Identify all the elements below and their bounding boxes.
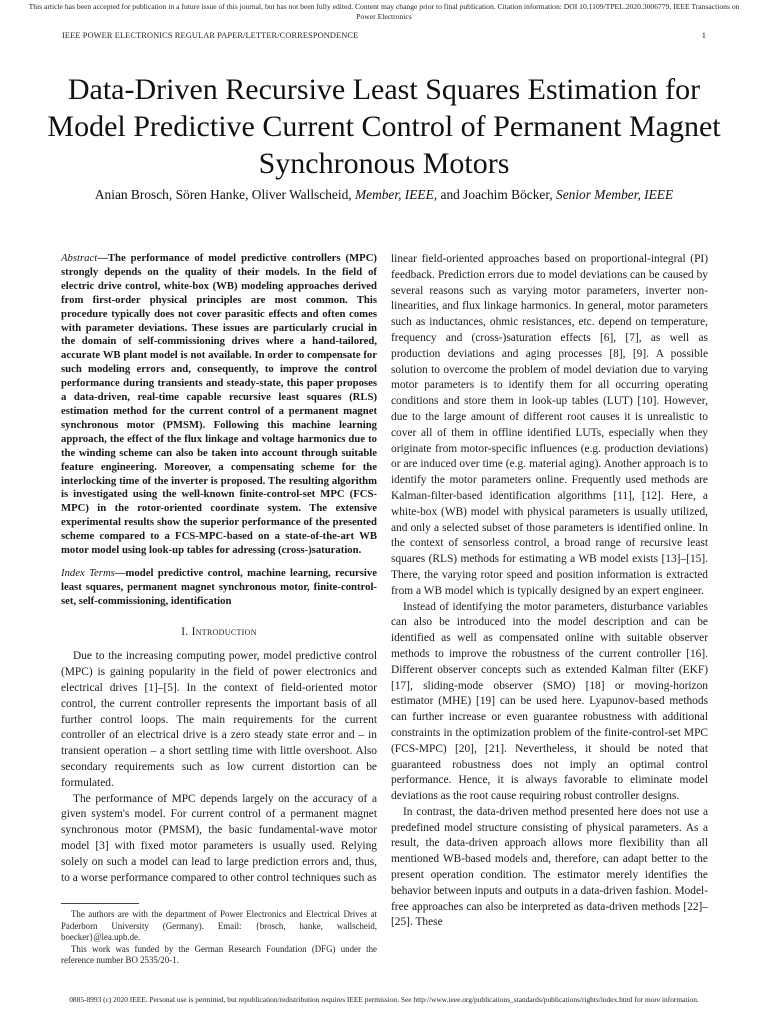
copyright-banner: 0885-8993 (c) 2020 IEEE. Personal use is permitted, but republication/redistribution requires IEEE permission. See http://www.ieee.org/publications_standards/publications/rights/index.html for more information. — [69, 995, 699, 1004]
author-role-2: Senior Member, IEEE — [556, 187, 674, 202]
section-numeral: I. — [181, 625, 192, 638]
author-role-1: Member, IEEE, — [354, 187, 438, 202]
body-paragraph: linear field-oriented approaches based on proportional-integral (PI) feedback. Prediction errors due to model deviations can be caused by several reasons such as varying motor parameters, inverter non-linearities, and flux linkage harmonics. In general, motor parameters such as inductances, ohmic resistances, etc. depend on temperature, frequency and (cross-)saturation effects [6], [7], as well as production deviations and aging processes [8], [9]. A possible solution to overcome the problem of model deviation due to varying motor parameters is to identify them for all occurring operating conditions and store them in look-up tables (LUT) [10]. However, due to the large amount of different root causes it is unrealistic to cover all of them in offline identified LUTs, especially when they originate from motor-specific influences (e.g. production deviations) or are induced over time (e.g. material aging). Another approach is to identify the motor parameters online. Frequently used methods are Kalman-filter-based identification algorithms [11], [12]. Here, a white-box (WB) model with physical parameters is usually utilized, and only a selected subset of those parameters is identified online. In the context of sensorless control, a broad range of recursive least squares (RLS) methods for estimating a WB model exists [13]–[15]. There, the varying rotor speed and position information is extracted from a WB model which is typically designed by an expert engineer. — [391, 253, 708, 597]
index-terms-lead: Index Terms — [61, 566, 115, 579]
body-paragraph: The performance of MPC depends largely on the accuracy of a given system's model. For current control of a permanent magnet synchronous motor (PMSM), the basic fundamental-wave motor model [3] with fixed motor parameters is usually used. Relying solely on such a model can lead to large prediction errors and, thus, to a worse performance compared to other control techniques such as — [61, 792, 377, 884]
footnote-funding: This work was funded by the German Research Foundation (DFG) under the reference number BO 2535/20-1. — [61, 943, 377, 966]
body-paragraph: Instead of identifying the motor parameters, disturbance variables can also be introduced into the model description and can be identified as well as compensated online with suitable observer methods to improve the robustness of the current controller [16]. Different observer concepts such as extended Kalman filter (EKF) [17], sliding-mode observer (SMO) [18] or moving-horizon estimator (MHE) [19] can be used here. Lyapunov-based methods can further increase or even guarantee robustness with additional constraints in the optimization problem of the finite-control-set MPC (FCS-MPC) [20], [21]. Nevertheless, it should be noted that guaranteed robustness does not imply an optimal control performance. Hence, it is always favorable to eliminate model deviations as the root cause requiring robust controller designs. — [391, 600, 708, 803]
footnote-divider — [61, 903, 139, 904]
author-names-part2: and Joachim Böcker, — [437, 187, 556, 202]
footnote-affiliation: The authors are with the department of Power Electronics and Electrical Drives at Paderborn University (Germany). Email: {brosch, hanke, wallscheid, boecker}@lea.upb.de. — [61, 909, 377, 943]
publication-notice-banner: This article has been accepted for publication in a future issue of this journal, but has not been fully edited. Content may change prior to final publication. Citation information: DOI 10.1109/TPEL.2020.3006779, IEEE Transactions on Power Electronics — [28, 2, 740, 21]
left-column — [61, 252, 377, 886]
paper-title: Data-Driven Recursive Least Squares Estimation for Model Predictive Current Control of Permanent Magnet Synchronous Motors — [47, 73, 721, 180]
section-heading-introduction — [61, 625, 377, 641]
abstract-text: —The performance of model predictive controllers (MPC) strongly depends on the quality of their models. In the field of electric drive control, white-box (WB) modeling approaches derived from first-order physical principles are most common. This procedure typically does not cover parasitic effects and often comes with parameter deviations. These issues are particularly crucial in the domain of self-commissioning drives where a hand-tailored, accurate WB plant model is not available. In order to compensate for such modeling errors and, consequently, to improve the control performance during transients and steady-state, this paper proposes a data-driven, real-time capable recursive least squares (RLS) estimation method for the current control of a permanent magnet synchronous motor (PMSM). Following this machine learning approach, the effect of the flux linkage and voltage harmonics due to the winding scheme can also be taken into account through suitable feature engineering. Moreover, a compensating scheme for the interlocking time of the inverter is proposed. The resulting algorithm is investigated using the well-known finite-control-set MPC (FCS-MPC) in the rotor-oriented coordinate system. The extensive experimental results show the superior performance of the presented scheme compared to a FCS-MPC-based on a state-of-the-art WB motor model using look-up tables for adressing (cross-)saturation. — [61, 252, 377, 557]
journal-header-text: IEEE POWER ELECTRONICS REGULAR PAPER/LETTER/CORRESPONDENCE — [62, 31, 359, 40]
author-names-part1: Anian Brosch, Sören Hanke, Oliver Wallscheid, — [94, 187, 355, 202]
index-terms-text: —model predictive control, machine learning, recursive least squares, permanent magnet synchronous motor, finite-control-set, self-commissioning, identification — [61, 566, 377, 607]
author-list — [30, 187, 738, 203]
right-column — [391, 252, 708, 931]
body-paragraph: Due to the increasing computing power, model predictive control (MPC) is gaining popularity in the field of power electronics and electrical drives [1]–[5]. In the context of field-oriented motor control, the current controller represents the important basis of all further control loops. The main requirements for the current controller of an electrical drive is a zero steady state error and – in transient operation – a short settling time with little overshoot. Also secondary requirements such as low current distortion can be formulated. — [61, 650, 377, 789]
index-terms — [61, 567, 377, 609]
body-paragraph: In contrast, the data-driven method presented here does not use a predefined model structure consisting of physical parameters. As a result, the data-driven approach allows more flexibility than all mentioned WB-based models and, therefore, can adapt better to the present operation condition. The estimator merely identifies the behavior between inputs and outputs in a data-driven fashion. Model-free approaches can also be interpreted as data-driven methods [22]–[25]. These — [391, 805, 708, 929]
running-header — [62, 31, 706, 40]
section-title: Introduction — [191, 625, 257, 638]
footnotes — [61, 909, 377, 967]
abstract-lead: Abstract — [61, 252, 98, 264]
abstract — [61, 252, 377, 558]
page-number: 1 — [701, 31, 706, 40]
